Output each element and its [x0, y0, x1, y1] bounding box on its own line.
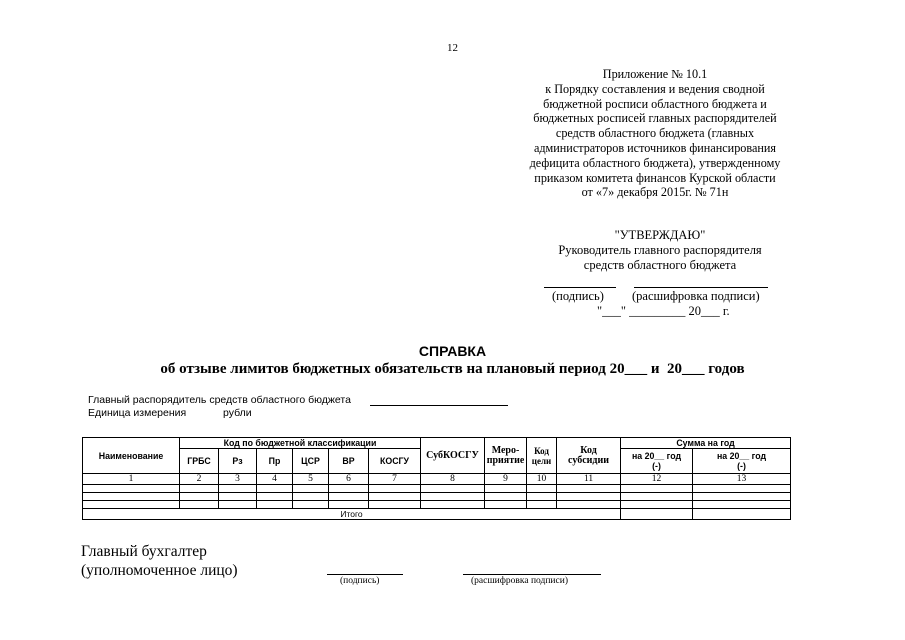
- column-number: 8: [421, 474, 485, 485]
- table-cell: [693, 485, 791, 493]
- column-number: 6: [329, 474, 369, 485]
- column-number: 13: [693, 474, 791, 485]
- page-number: 12: [447, 42, 458, 54]
- approval-heading: "УТВЕРЖДАЮ": [614, 228, 706, 242]
- header-csr: ЦСР: [293, 449, 329, 474]
- total-year1-cell: [621, 509, 693, 520]
- table-cell: [293, 501, 329, 509]
- decoding-line: [634, 287, 768, 288]
- approval-date: "___" _________ 20___ г.: [597, 304, 730, 318]
- header-name: Наименование: [83, 438, 180, 474]
- footer-signature-caption: (подпись): [340, 576, 380, 586]
- unit-value: рубли: [223, 407, 252, 419]
- table-cell: [421, 501, 485, 509]
- table-cell: [621, 485, 693, 493]
- header-kosgu: КОСГУ: [369, 449, 421, 474]
- column-number: 7: [369, 474, 421, 485]
- footer-decoding-line: [463, 574, 601, 575]
- header-grbs: ГРБС: [180, 449, 219, 474]
- total-year2-cell: [693, 509, 791, 520]
- header-event: Меро- приятие: [485, 438, 527, 474]
- appendix-line: приказом комитета финансов Курской области: [534, 170, 776, 185]
- distributor-field: [370, 405, 508, 406]
- appendix-line: дефицита областного бюджета), утвержденному: [529, 155, 781, 170]
- column-number: 1: [83, 474, 180, 485]
- header-subkosgu: СубКОСГУ: [421, 438, 485, 474]
- header-pr: Пр: [257, 449, 293, 474]
- appendix-line: Приложение № 10.1: [602, 67, 708, 81]
- appendix-line: средств областного бюджета (главных: [555, 126, 755, 141]
- signature-caption: (подпись): [552, 289, 604, 303]
- table-cell: [693, 501, 791, 509]
- table-cell: [621, 501, 693, 509]
- table-cell: [421, 493, 485, 501]
- table-cell: [219, 493, 257, 501]
- header-rz: Рз: [219, 449, 257, 474]
- appendix-line: администраторов источников финансирования: [533, 140, 777, 155]
- table-cell: [257, 501, 293, 509]
- decoding-caption: (расшифровка подписи): [632, 289, 760, 303]
- header-subsidy-code: Код субсидии: [557, 438, 621, 474]
- table-cell: [621, 493, 693, 501]
- document-subtitle: об отзыве лимитов бюджетных обязательств на плановый период 20___ и 20___ годов: [160, 361, 745, 377]
- table-cell: [369, 485, 421, 493]
- table-cell: [83, 493, 180, 501]
- table-cell: [527, 485, 557, 493]
- table-cell: [83, 485, 180, 493]
- header-sum-group: Сумма на год: [621, 438, 791, 449]
- document-title: СПРАВКА: [418, 343, 487, 359]
- column-number: 10: [527, 474, 557, 485]
- unit-label: Единица измерения: [88, 407, 187, 419]
- column-number: 12: [621, 474, 693, 485]
- table-cell: [180, 501, 219, 509]
- table-cell: [485, 501, 527, 509]
- accountant-title: Главный бухгалтер: [81, 543, 207, 560]
- table-cell: [557, 501, 621, 509]
- total-label: Итого: [83, 509, 621, 520]
- signature-line: [544, 287, 616, 288]
- footer-signature-line: [327, 574, 403, 575]
- table-cell: [369, 501, 421, 509]
- header-goal-code: Код цели: [527, 438, 557, 474]
- approval-line: Руководитель главного распорядителя: [558, 243, 762, 257]
- table-cell: [257, 493, 293, 501]
- appendix-line: от «7» декабря 2015г. № 71н: [581, 185, 729, 200]
- appendix-block: [510, 67, 800, 200]
- table-cell: [83, 501, 180, 509]
- header-year2: на 20__ год (-): [693, 449, 791, 474]
- table-cell: [293, 493, 329, 501]
- table-cell: [219, 501, 257, 509]
- column-numbers-row: [83, 474, 791, 485]
- table-cell: [485, 493, 527, 501]
- table-cell: [421, 485, 485, 493]
- table-cell: [219, 485, 257, 493]
- table-cell: [257, 485, 293, 493]
- table-row: [83, 493, 791, 501]
- limits-table: [82, 437, 791, 520]
- table-cell: [527, 493, 557, 501]
- table-cell: [329, 501, 369, 509]
- table-cell: [527, 501, 557, 509]
- table-cell: [485, 485, 527, 493]
- table-header-row: [83, 438, 791, 449]
- header-vr: ВР: [329, 449, 369, 474]
- appendix-line: бюджетной росписи областного бюджета и: [543, 96, 767, 111]
- column-number: 3: [219, 474, 257, 485]
- table-cell: [293, 485, 329, 493]
- distributor-label: Главный распорядитель средств областного бюджета: [88, 394, 351, 406]
- appendix-line: к Порядку составления и ведения сводной: [545, 81, 765, 96]
- appendix-line: бюджетных росписей главных распорядителей: [533, 111, 777, 126]
- table-cell: [329, 493, 369, 501]
- header-kbk-group: Код по бюджетной классификации: [180, 438, 421, 449]
- table-cell: [557, 485, 621, 493]
- column-number: 11: [557, 474, 621, 485]
- table-row: [83, 501, 791, 509]
- column-number: 5: [293, 474, 329, 485]
- approval-block: [520, 228, 800, 273]
- header-year1: на 20__ год (-): [621, 449, 693, 474]
- approval-line: средств областного бюджета: [583, 258, 737, 272]
- accountant-block: [81, 542, 238, 580]
- table-cell: [180, 485, 219, 493]
- table-row: [83, 485, 791, 493]
- table-cell: [557, 493, 621, 501]
- table-cell: [180, 493, 219, 501]
- accountant-subtitle: (уполномоченное лицо): [81, 562, 238, 579]
- table-cell: [693, 493, 791, 501]
- total-row: [83, 509, 791, 520]
- column-number: 4: [257, 474, 293, 485]
- table-cell: [329, 485, 369, 493]
- table-cell: [369, 493, 421, 501]
- column-number: 2: [180, 474, 219, 485]
- column-number: 9: [485, 474, 527, 485]
- footer-decoding-caption: (расшифровка подписи): [471, 576, 568, 586]
